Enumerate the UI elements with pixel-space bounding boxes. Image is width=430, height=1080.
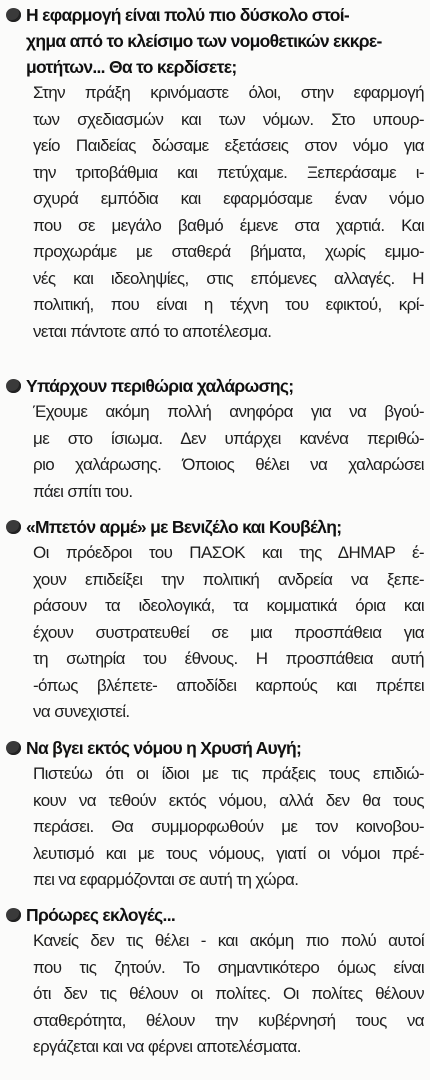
- bullet-icon: [6, 520, 21, 534]
- answer-line: ριο χαλάρωσης. Όποιος θέλει να χαλαρώσει: [33, 455, 424, 474]
- answer-line: να συνεχιστεί.: [33, 702, 130, 721]
- answer-line: σταθερότητα, θέλουν την κυβέρνησή τους να: [33, 1010, 424, 1030]
- answer-line: εργάζεται και να φέρνει αποτελέσματα.: [33, 1037, 301, 1056]
- bullet-icon: [6, 8, 21, 22]
- qa-section-3: [0, 514, 430, 726]
- answer-line: που σε μεγάλο βαθμό έμενε στα χαρτιά. Και: [33, 215, 424, 235]
- bullet-icon: [6, 908, 21, 922]
- question-1: [0, 2, 430, 80]
- bullet-icon: [6, 379, 21, 393]
- bullet-icon: [6, 741, 21, 755]
- answer-line: νές και ιδεοληψίες, στις επόμενες αλλαγές. Η: [33, 268, 424, 288]
- answer-line: γείο Παιδείας δώσαμε εξετάσεις στον νόμο για: [33, 136, 424, 155]
- answer-line: νεται πάντοτε από το αποτέλεσμα.: [33, 321, 272, 341]
- answer-line: με στο ίσιωμα. Δεν υπάρχει κανένα περιθώ-: [33, 428, 424, 448]
- answer-line: -όπως βλέπετε- αποδίδει καρπούς και πρέπει: [33, 675, 424, 695]
- answer-line: ότι δεν τις θέλουν οι πολίτες. Οι πολίτες θέλουν: [33, 984, 424, 1003]
- answer-line: την τριτοβάθμια και πετύχαμε. Ξεπεράσαμε ι-: [33, 162, 424, 182]
- answer-line: περάσει. Θα συμμορφωθούν με τον κοινοβου-: [33, 817, 424, 836]
- answer-line: πάει σπίτι του.: [33, 481, 133, 501]
- answer-line: πει να εφαρμόζονται σε αυτή τη χώρα.: [33, 870, 299, 889]
- question-line: χημα από το κλείσιμο των νομοθετικών εκκρε-: [26, 31, 382, 51]
- answer-line: πολιτική, που είναι η τέχνη του εφικτού, κρί-: [33, 295, 424, 314]
- answer-line: σχυρά εμπόδια και εφαρμόσαμε έναν νόμο: [33, 189, 424, 208]
- answer-1: [33, 80, 424, 345]
- question-line: Πρόωρες εκλογές...: [26, 905, 176, 925]
- question-3: [0, 514, 430, 540]
- answer-line: που τις ζητούν. Το σημαντικότερο όμως είναι: [33, 957, 424, 977]
- answer-line: χουν επιδείξει την πολιτική ανδρεία να ξεπε-: [33, 569, 424, 589]
- answer-line: κουν να τεθούν εκτός νόμου, αλλά δεν θα τους: [33, 790, 424, 810]
- answer-line: τη σωτηρία του έθνους. Η προσπάθεια αυτή: [33, 649, 424, 668]
- answer-5: [33, 928, 424, 1061]
- answer-line: των σχεδιασμών και των νόμων. Στο υπουρ-: [33, 109, 424, 129]
- question-4: [0, 735, 430, 761]
- qa-section-2: [0, 373, 430, 505]
- answer-line: προχωράμε με σταθερά βήματα, χωρίς εμμο-: [33, 242, 424, 261]
- question-line: «Μπετόν αρμέ» με Βενιζέλο και Κουβέλη;: [26, 517, 342, 537]
- answer-2: [33, 399, 424, 505]
- answer-line: ράσουν τα ιδεολογικά, τα κομματικά όρια και: [33, 596, 424, 615]
- question-line: μοτήτων... Θα το κερδίσετε;: [26, 57, 237, 77]
- question-line: Να βγει εκτός νόμου η Χρυσή Αυγή;: [26, 738, 302, 758]
- question-line: Η εφαρμογή είναι πολύ πιο δύσκολο στοί-: [26, 5, 349, 25]
- qa-section-1: [0, 2, 430, 345]
- answer-line: Οι πρόεδροι του ΠΑΣΟΚ και της ΔΗΜΑΡ έ-: [33, 543, 424, 562]
- question-5: [0, 902, 430, 928]
- answer-line: λευτισμό και με τους νόμους, γιατί οι νόμοι πρέ-: [33, 843, 424, 863]
- answer-line: έχουν συστρατευθεί σε μια προσπάθεια για: [33, 622, 424, 642]
- answer-4: [33, 761, 424, 894]
- answer-line: Στην πράξη κρινόμαστε όλοι, στην εφαρμογή: [33, 83, 424, 102]
- answer-line: Πιστεύω ότι οι ίδιοι με τις πράξεις τους επιδιώ-: [33, 764, 424, 783]
- answer-3: [33, 540, 424, 726]
- qa-section-4: [0, 735, 430, 894]
- answer-line: Κανείς δεν τις θέλει - και ακόμη πιο πολύ αυτοί: [33, 931, 424, 950]
- answer-line: Έχουμε ακόμη πολλή ανηφόρα για να βγού-: [33, 402, 424, 421]
- qa-section-5: [0, 902, 430, 1061]
- question-2: [0, 373, 430, 399]
- question-line: Υπάρχουν περιθώρια χαλάρωσης;: [26, 376, 294, 396]
